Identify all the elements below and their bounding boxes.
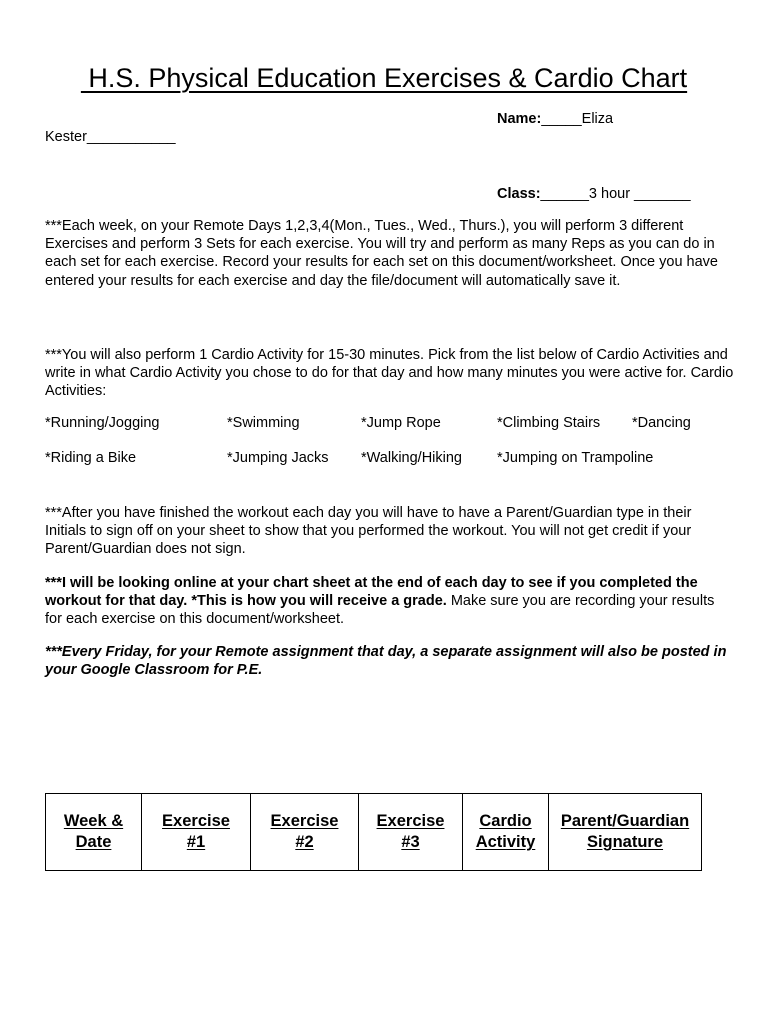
exercise-chart-table bbox=[45, 793, 702, 871]
grading-prefix: *** bbox=[45, 575, 62, 591]
header-parent-signature: Parent/Guardian Signature bbox=[549, 794, 702, 871]
instructions-parent-signoff: ***After you have finished the workout each day you will have to have a Parent/Guardian type in their Initials to sign off on your sheet to show that you performed the workout. You will not get credit if your Parent/Guardian does not sign. bbox=[45, 505, 692, 558]
name-field bbox=[497, 110, 613, 128]
activity-item: *Jumping Jacks bbox=[227, 450, 329, 466]
name-label: Name: bbox=[497, 111, 542, 127]
activity-item: *Walking/Hiking bbox=[361, 450, 462, 466]
name-value-continued: Kester___________ bbox=[45, 129, 176, 145]
class-label: Class: bbox=[497, 186, 541, 202]
activity-item: *Jumping on Trampoline bbox=[497, 450, 654, 466]
name-value: _____Eliza bbox=[541, 111, 614, 127]
grading-rest: Make sure you are recording your results for each exercise on this document/worksheet. bbox=[45, 593, 715, 628]
instructions-grading bbox=[45, 574, 735, 629]
grading-emphasis: I will be looking online at your chart sheet at the end of each day to see if you completed the workout for that day. *This is how you will receive a grade. bbox=[45, 575, 698, 610]
activity-item: *Running/Jogging bbox=[45, 415, 160, 431]
header-week-date: Week & Date bbox=[46, 794, 142, 871]
activity-item: *Jump Rope bbox=[361, 415, 441, 431]
class-field bbox=[497, 185, 691, 203]
header-cardio-activity: Cardio Activity bbox=[463, 794, 549, 871]
class-value: ______3 hour _______ bbox=[540, 186, 691, 202]
activity-item: *Dancing bbox=[632, 415, 691, 431]
activity-item: *Riding a Bike bbox=[45, 450, 137, 466]
instructions-friday: ***Every Friday, for your Remote assignment that day, a separate assignment will also be posted in your Google Classroom for P.E. bbox=[45, 644, 727, 679]
table-header-row bbox=[46, 794, 702, 871]
header-exercise-1: Exercise #1 bbox=[142, 794, 251, 871]
activity-item: *Climbing Stairs bbox=[497, 415, 601, 431]
instructions-cardio: ***You will also perform 1 Cardio Activity for 15-30 minutes. Pick from the list below of Cardio Activities and write in what Cardio Activity you chose to do for that day and how many minutes you were active for. Cardio Activities: bbox=[45, 347, 734, 400]
header-exercise-3: Exercise #3 bbox=[359, 794, 463, 871]
page-title: H.S. Physical Education Exercises & Cardio Chart bbox=[80, 63, 688, 93]
header-exercise-2: Exercise #2 bbox=[251, 794, 359, 871]
instructions-exercises: ***Each week, on your Remote Days 1,2,3,4(Mon., Tues., Wed., Thurs.), you will perform 3 different Exercises and perform 3 Sets for each exercise. You will try and perform as many Reps as you can do in each set for each exercise. Record your results for each set on this document/worksheet. Once you have entered your results for each exercise and day the file/document will automatically save it. bbox=[45, 218, 718, 289]
activity-item: *Swimming bbox=[227, 415, 300, 431]
